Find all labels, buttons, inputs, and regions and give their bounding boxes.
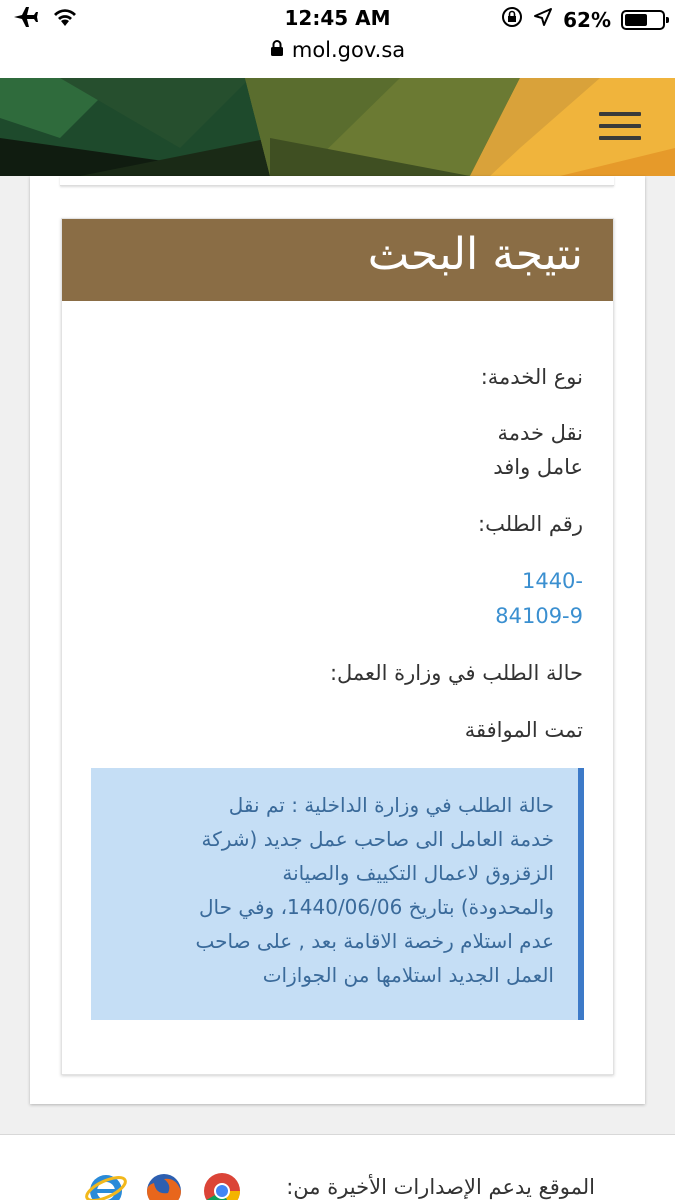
battery-fill xyxy=(625,14,647,26)
url-bar[interactable] xyxy=(0,38,675,78)
battery-percent: 62% xyxy=(563,7,611,32)
url-domain: mol.gov.sa xyxy=(291,38,406,62)
battery-icon xyxy=(621,10,665,30)
service-type-value-line1: نقل خدمة xyxy=(497,421,583,445)
result-header xyxy=(62,219,613,301)
mol-status-value: تمت الموافقة xyxy=(464,718,583,742)
browser-icons xyxy=(84,1167,244,1200)
notice-line: عدم استلام رخصة الاقامة بعد , على صاحب xyxy=(195,929,554,953)
search-result-card xyxy=(61,218,614,1075)
browser-support-text: الموقع يدعم الإصدارات الأخيرة من: xyxy=(286,1175,595,1199)
notice-line: خدمة العامل الى صاحب عمل جديد (شركة xyxy=(201,827,554,851)
service-type-label: نوع الخدمة: xyxy=(480,365,583,389)
lock-icon xyxy=(270,38,284,62)
hamburger-menu-icon[interactable] xyxy=(599,112,641,142)
lock-rotation-icon xyxy=(501,6,523,33)
location-icon xyxy=(533,7,553,32)
result-title: نتيجة البحث xyxy=(367,229,583,280)
internet-explorer-icon xyxy=(84,1167,128,1200)
previous-card-edge xyxy=(60,176,614,186)
firefox-icon xyxy=(142,1167,186,1200)
request-number-label: رقم الطلب: xyxy=(478,512,583,536)
request-number-line1[interactable]: 1440- xyxy=(521,569,583,593)
moi-status-notice xyxy=(91,768,584,1020)
notice-line: العمل الجديد استلامها من الجوازات xyxy=(262,963,554,987)
notice-text xyxy=(104,788,554,992)
footer xyxy=(0,1135,675,1200)
chrome-icon xyxy=(200,1167,244,1200)
clock: 12:45 AM xyxy=(284,6,391,30)
mol-status-label: حالة الطلب في وزارة العمل: xyxy=(329,661,583,685)
banner-art xyxy=(0,78,675,176)
request-number-line2[interactable]: 84109-9 xyxy=(495,604,583,628)
status-bar xyxy=(0,0,675,38)
notice-line: والمحدودة) بتاريخ 1440/06/06، وفي حال xyxy=(199,895,554,919)
notice-line: حالة الطلب في وزارة الداخلية : تم نقل xyxy=(228,793,554,817)
notice-line: الزقزوق لاعمال التكييف والصيانة xyxy=(282,861,554,885)
service-type-value-line2: عامل وافد xyxy=(493,455,583,479)
header-banner xyxy=(0,78,675,176)
